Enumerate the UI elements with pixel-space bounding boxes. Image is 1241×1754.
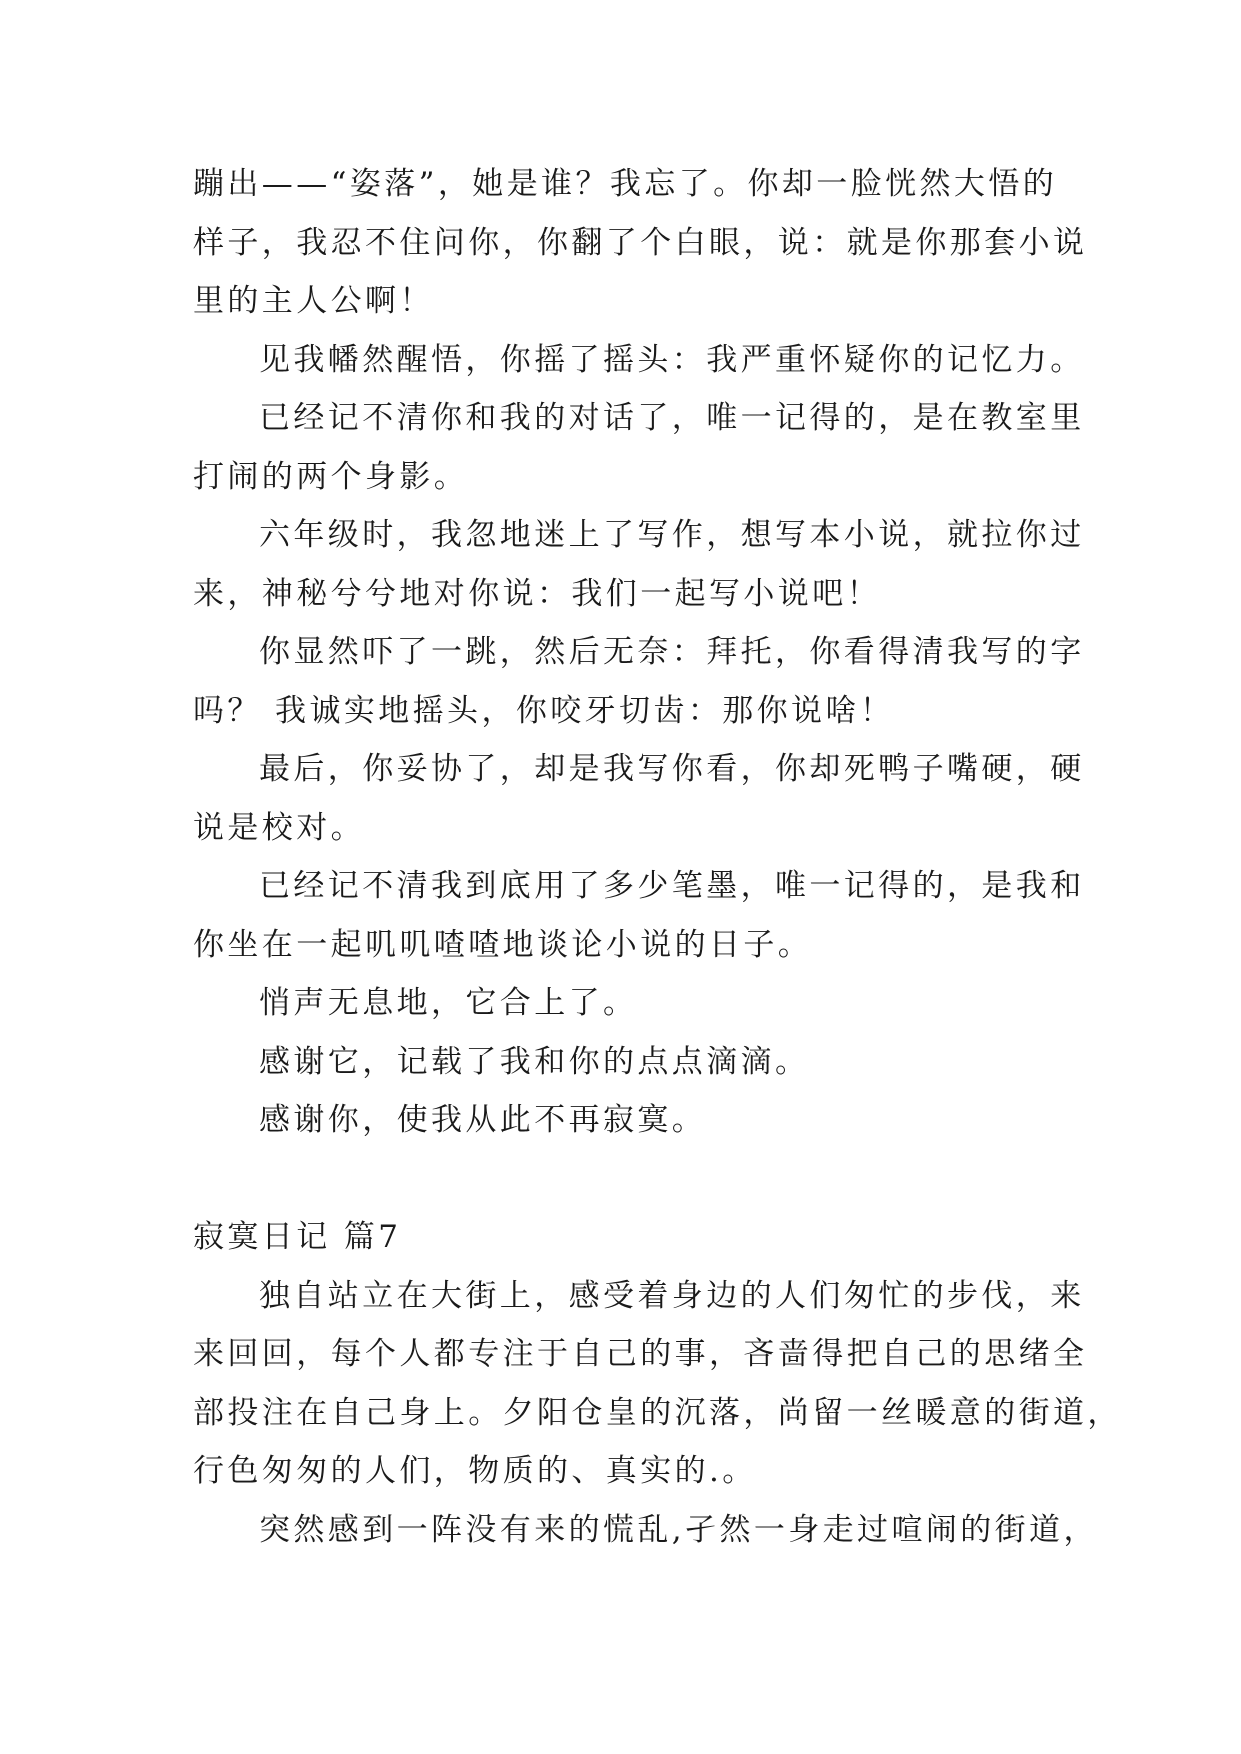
paragraph-start: 感谢你，使我从此不再寂寞。 xyxy=(259,1102,707,1138)
paragraph-start: 独自站立在大街上，感受着身边的人们匆忙的步伐，来 xyxy=(259,1277,1085,1314)
document-page xyxy=(193,155,1122,1559)
paragraph-start: 突然感到一阵没有来的慌乱,孑然一身走过喧闹的街道， xyxy=(259,1511,1098,1548)
text-line: 吗？ 我诚实地摇头，你咬牙切齿：那你说啥！ xyxy=(193,692,895,729)
text-line: 说是校对。 xyxy=(193,809,365,846)
text-line: 样子，我忍不住问你，你翻了个白眼，说：就是你那套小说 xyxy=(193,224,1088,261)
paragraph-start: 见我幡然醒悟，你摇了摇头：我严重怀疑你的记忆力。 xyxy=(259,341,1085,378)
section-title: 寂寞日记 篇7 xyxy=(193,1219,402,1255)
text-line: 蹦出——“姿落”，她是谁？我忘了。你却一脸恍然大悟的 xyxy=(193,166,1058,202)
paragraph-start: 悄声无息地，它合上了。 xyxy=(259,985,638,1021)
paragraph-start: 已经记不清我到底用了多少笔墨，唯一记得的，是我和 xyxy=(259,868,1085,904)
paragraph-start: 六年级时，我忽地迷上了写作，想写本小说，就拉你过 xyxy=(259,517,1085,553)
text-line: 里的主人公啊！ xyxy=(193,283,434,319)
text-line: 你坐在一起叽叽喳喳地谈论小说的日子。 xyxy=(193,926,813,963)
text-line: 部投注在自己身上。夕阳仓皇的沉落，尚留一丝暖意的街道， xyxy=(193,1394,1122,1431)
paragraph-start: 已经记不清你和我的对话了，唯一记得的，是在教室里 xyxy=(259,400,1085,436)
paragraph-start: 感谢它，记载了我和你的点点滴滴。 xyxy=(259,1043,810,1080)
section-gap xyxy=(193,1150,1063,1209)
text-line: 行色匆匆的人们，物质的、真实的.。 xyxy=(193,1453,757,1489)
text-line: 打闹的两个身影。 xyxy=(193,458,469,495)
text-line: 来回回，每个人都专注于自己的事，吝啬得把自己的思绪全 xyxy=(193,1336,1088,1372)
paragraph-start: 你显然吓了一跳，然后无奈：拜托，你看得清我写的字 xyxy=(259,634,1085,670)
paragraph-start: 最后，你妥协了，却是我写你看，你却死鸭子嘴硬，硬 xyxy=(259,751,1085,787)
text-line: 来，神秘兮兮地对你说：我们一起写小说吧！ xyxy=(193,575,881,612)
